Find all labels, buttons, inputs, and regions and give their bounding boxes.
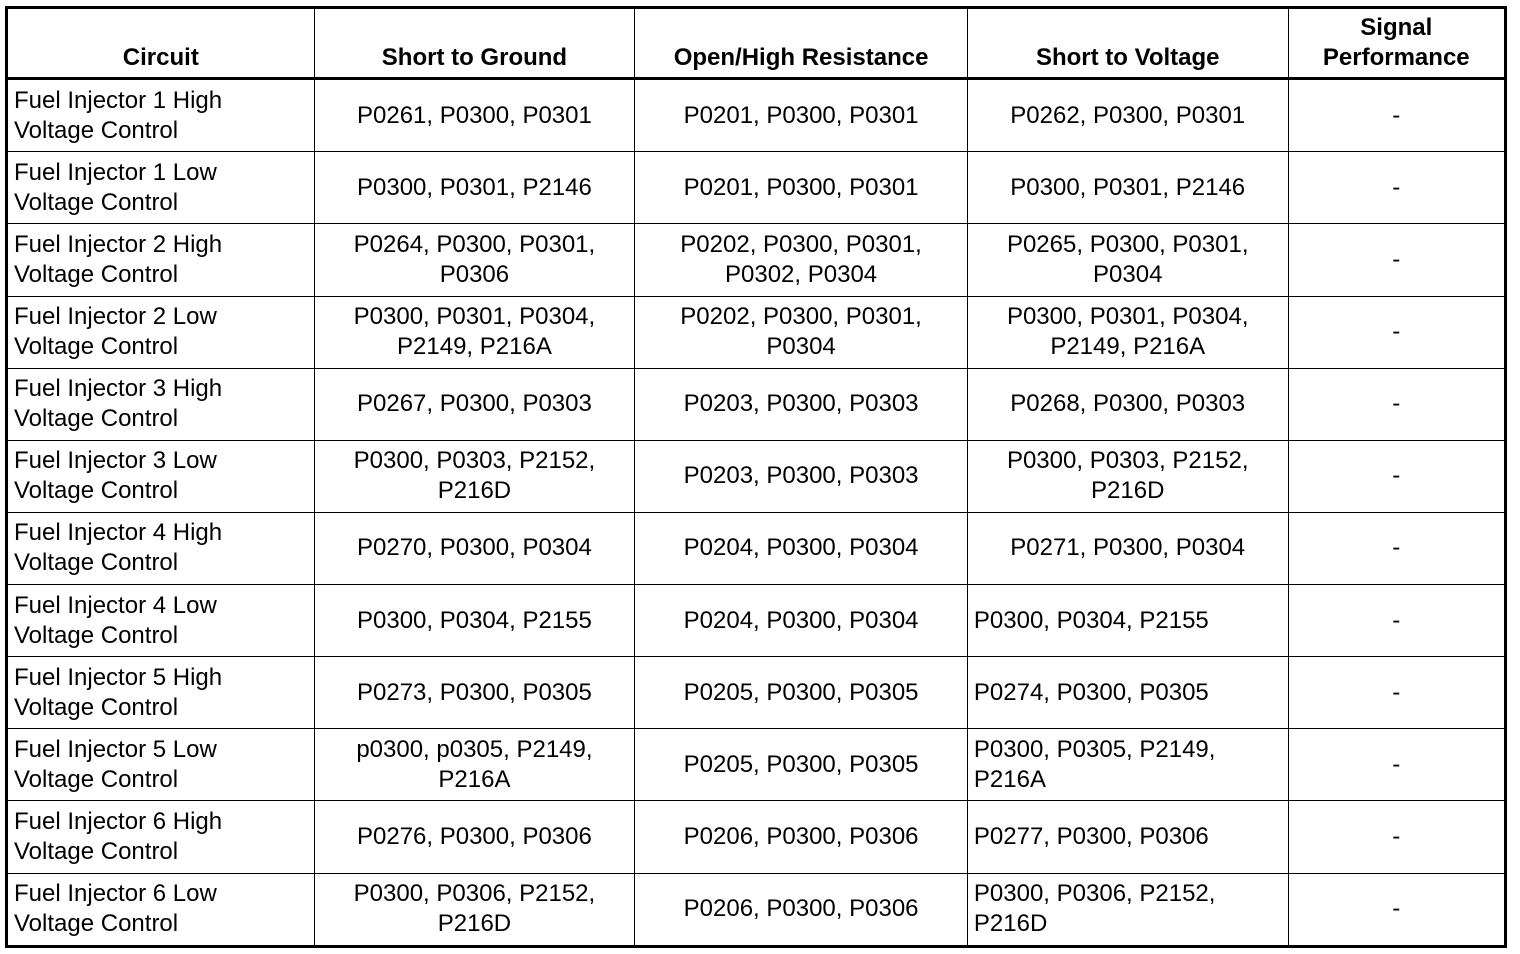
cell-signal-performance (1288, 79, 1505, 152)
cell-line: Voltage Control (14, 549, 179, 577)
table-row (7, 873, 1506, 946)
cell-line: Voltage Control (14, 116, 179, 144)
cell-open-high-resistance (635, 729, 968, 801)
cell-line: Voltage Control (14, 405, 179, 433)
cell-short-to-ground (314, 368, 635, 440)
cell-line: Voltage Control (14, 910, 179, 938)
cell-line: - (1392, 750, 1401, 778)
cell-open-high-resistance (635, 585, 968, 657)
table-row (7, 585, 1506, 657)
cell-line: P0271, P0300, P0304 (1010, 534, 1246, 562)
table-row (7, 440, 1506, 512)
cell-line: P0270, P0300, P0304 (356, 534, 592, 562)
cell-circuit (7, 152, 315, 224)
cell-line: - (1392, 678, 1401, 706)
cell-signal-performance (1288, 368, 1505, 440)
cell-line: P0204, P0300, P0304 (683, 606, 919, 634)
cell-line: P216A (973, 765, 1046, 793)
cell-line: - (1392, 390, 1401, 418)
cell-line: Voltage Control (14, 765, 179, 793)
table-row (7, 657, 1506, 729)
cell-line: Fuel Injector 5 Low (14, 735, 217, 763)
cell-short-to-voltage (967, 657, 1288, 729)
cell-line: P0304 (766, 333, 836, 361)
cell-open-high-resistance (635, 368, 968, 440)
cell-signal-performance (1288, 440, 1505, 512)
table-row (7, 512, 1506, 584)
cell-line: P0300, P0303, P2152, (1006, 447, 1249, 475)
cell-line: P0261, P0300, P0301 (356, 101, 592, 129)
cell-circuit (7, 512, 315, 584)
cell-line: - (1392, 606, 1401, 634)
cell-short-to-voltage (967, 873, 1288, 946)
cell-line: Fuel Injector 3 High (14, 375, 223, 403)
cell-open-high-resistance (635, 79, 968, 152)
cell-line: - (1392, 318, 1401, 346)
cell-line: P0268, P0300, P0303 (1010, 390, 1246, 418)
cell-open-high-resistance (635, 873, 968, 946)
cell-short-to-ground (314, 512, 635, 584)
cell-short-to-voltage (967, 152, 1288, 224)
cell-signal-performance (1288, 729, 1505, 801)
cell-short-to-voltage (967, 224, 1288, 296)
table-row (7, 729, 1506, 801)
cell-line: P0267, P0300, P0303 (356, 390, 592, 418)
cell-line: P0300, P0305, P2149, (973, 735, 1216, 763)
cell-signal-performance (1288, 873, 1505, 946)
cell-line: Voltage Control (14, 621, 179, 649)
cell-circuit (7, 224, 315, 296)
cell-line: P216D (437, 910, 512, 938)
cell-open-high-resistance (635, 152, 968, 224)
cell-line: P0304 (1093, 260, 1163, 288)
cell-line: P0276, P0300, P0306 (356, 823, 592, 851)
cell-short-to-ground (314, 801, 635, 873)
cell-short-to-voltage (967, 512, 1288, 584)
cell-short-to-ground (314, 585, 635, 657)
table-row (7, 368, 1506, 440)
cell-open-high-resistance (635, 512, 968, 584)
cell-line: Voltage Control (14, 188, 179, 216)
cell-line: P216D (437, 477, 512, 505)
cell-short-to-voltage (967, 585, 1288, 657)
cell-line: P0300, P0301, P2146 (356, 173, 592, 201)
cell-line: P0265, P0300, P0301, (1006, 230, 1249, 258)
cell-line: - (1392, 173, 1401, 201)
cell-line: P0201, P0300, P0301 (683, 173, 919, 201)
cell-line: Fuel Injector 5 High (14, 663, 223, 691)
cell-short-to-ground (314, 873, 635, 946)
cell-line: P0300, P0306, P2152, (353, 880, 596, 908)
cell-line: Voltage Control (14, 838, 179, 866)
cell-short-to-ground (314, 152, 635, 224)
cell-line: P0300, P0304, P2155 (356, 606, 592, 634)
cell-short-to-ground (314, 440, 635, 512)
cell-short-to-ground (314, 729, 635, 801)
cell-line: P0204, P0300, P0304 (683, 534, 919, 562)
cell-line: Fuel Injector 1 High (14, 86, 223, 114)
cell-line: Voltage Control (14, 477, 179, 505)
cell-line: P0300, P0304, P2155 (973, 606, 1209, 634)
cell-open-high-resistance (635, 440, 968, 512)
cell-circuit (7, 79, 315, 152)
cell-line: P0205, P0300, P0305 (683, 750, 919, 778)
cell-line: P0273, P0300, P0305 (356, 678, 592, 706)
cell-circuit (7, 296, 315, 368)
table-header-row (7, 8, 1506, 79)
cell-line: P0274, P0300, P0305 (973, 678, 1209, 706)
header-signal-performance: Signal Performance (1288, 8, 1505, 79)
cell-signal-performance (1288, 657, 1505, 729)
cell-line: Fuel Injector 4 Low (14, 591, 217, 619)
cell-line: P0262, P0300, P0301 (1010, 101, 1246, 129)
cell-line: P0300, P0301, P2146 (1010, 173, 1246, 201)
cell-line: P0300, P0306, P2152, (973, 880, 1216, 908)
cell-line: P0300, P0301, P0304, (353, 303, 596, 331)
cell-line: P216D (973, 910, 1048, 938)
table-body (7, 79, 1506, 947)
cell-line: P0202, P0300, P0301, (680, 303, 922, 331)
cell-signal-performance (1288, 224, 1505, 296)
cell-line: Voltage Control (14, 693, 179, 721)
cell-short-to-voltage (967, 801, 1288, 873)
cell-line: Fuel Injector 2 High (14, 230, 223, 258)
cell-line: P216A (438, 765, 511, 793)
cell-line: P2149, P216A (1050, 333, 1206, 361)
cell-line: P0206, P0300, P0306 (683, 823, 919, 851)
cell-circuit (7, 657, 315, 729)
cell-line: P0203, P0300, P0303 (683, 462, 919, 490)
table-row (7, 296, 1506, 368)
cell-short-to-voltage (967, 79, 1288, 152)
cell-line: P0201, P0300, P0301 (683, 101, 919, 129)
cell-signal-performance (1288, 296, 1505, 368)
header-circuit: Circuit (7, 8, 315, 79)
cell-circuit (7, 873, 315, 946)
cell-open-high-resistance (635, 224, 968, 296)
cell-line: - (1392, 534, 1401, 562)
cell-line: P0277, P0300, P0306 (973, 823, 1209, 851)
cell-line: Voltage Control (14, 260, 179, 288)
cell-circuit (7, 801, 315, 873)
cell-short-to-voltage (967, 440, 1288, 512)
cell-line: Fuel Injector 6 Low (14, 880, 217, 908)
cell-circuit (7, 585, 315, 657)
cell-short-to-voltage (967, 729, 1288, 801)
cell-line: Fuel Injector 4 High (14, 519, 223, 547)
cell-line: Fuel Injector 2 Low (14, 303, 217, 331)
cell-signal-performance (1288, 152, 1505, 224)
cell-line: P0202, P0300, P0301, (680, 230, 922, 258)
table-row (7, 152, 1506, 224)
cell-line: - (1392, 245, 1401, 273)
cell-line: P0306 (439, 260, 510, 288)
cell-line: - (1392, 462, 1401, 490)
cell-line: Fuel Injector 3 Low (14, 447, 217, 475)
header-short-to-ground: Short to Ground (314, 8, 635, 79)
cell-short-to-ground (314, 296, 635, 368)
table-row (7, 801, 1506, 873)
cell-short-to-ground (314, 79, 635, 152)
dtc-circuit-table (5, 6, 1507, 948)
cell-line: p0300, p0305, P2149, (356, 735, 593, 763)
cell-line: P0302, P0304 (725, 260, 878, 288)
cell-line: P0203, P0300, P0303 (683, 390, 919, 418)
table-row (7, 79, 1506, 152)
cell-line: Voltage Control (14, 333, 179, 361)
cell-line: Fuel Injector 1 Low (14, 158, 217, 186)
header-short-to-voltage: Short to Voltage (967, 8, 1288, 79)
cell-line: P0264, P0300, P0301, (353, 230, 596, 258)
cell-line: - (1392, 823, 1401, 851)
cell-signal-performance (1288, 512, 1505, 584)
cell-short-to-ground (314, 657, 635, 729)
cell-line: - (1392, 101, 1401, 129)
cell-line: P0300, P0303, P2152, (353, 447, 596, 475)
cell-open-high-resistance (635, 801, 968, 873)
cell-line: P2149, P216A (397, 333, 552, 361)
cell-line: - (1392, 895, 1401, 923)
cell-line: P0300, P0301, P0304, (1006, 303, 1249, 331)
cell-open-high-resistance (635, 657, 968, 729)
cell-open-high-resistance (635, 296, 968, 368)
cell-line: P216D (1091, 477, 1165, 505)
cell-line: P0206, P0300, P0306 (683, 895, 919, 923)
cell-line: Fuel Injector 6 High (14, 808, 223, 836)
cell-signal-performance (1288, 585, 1505, 657)
cell-circuit (7, 729, 315, 801)
cell-line: P0205, P0300, P0305 (683, 678, 919, 706)
header-open-high-resistance: Open/High Resistance (635, 8, 968, 79)
cell-signal-performance (1288, 801, 1505, 873)
table-row (7, 224, 1506, 296)
cell-circuit (7, 440, 315, 512)
cell-short-to-voltage (967, 296, 1288, 368)
cell-circuit (7, 368, 315, 440)
cell-short-to-voltage (967, 368, 1288, 440)
cell-short-to-ground (314, 224, 635, 296)
